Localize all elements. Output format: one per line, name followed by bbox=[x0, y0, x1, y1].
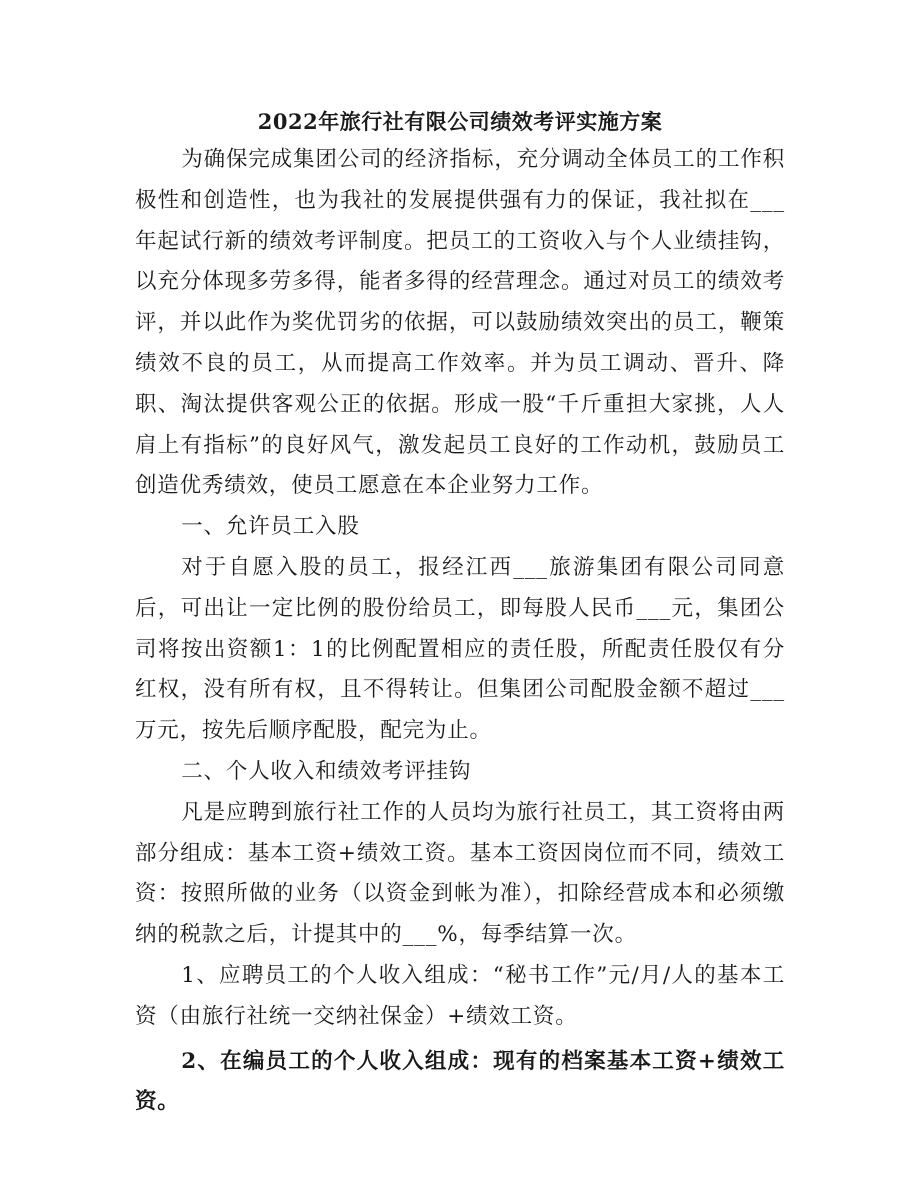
section-heading-1: 一、允许员工入股 bbox=[181, 514, 360, 540]
document-body bbox=[135, 140, 785, 1123]
intro-paragraph: 为确保完成集团公司的经济指标，充分调动全体员工的工作积极性和创造性，也为我社的发展提供强有力的保证，我社拟在___年起试行新的绩效考评制度。把员工的工资收入与个人业绩挂钩，以充分体现多劳多得，能者多得的经营理念。通过对员工的绩效考评，并以此作为奖优罚劣的依据，可以鼓励绩效突出的员工，鞭策绩效不良的员工，从而提高工作效率。并为员工调动、晋升、降职、淘汰提供客观公正的依据。形成一股“千斤重担大家挑，人人肩上有指标”的良好风气，激发起员工良好的工作动机，鼓励员工创造优秀绩效，使员工愿意在本企业努力工作。 bbox=[135, 147, 785, 499]
item-2-paragraph: 2、在编员工的个人收入组成：现有的档案基本工资+绩效工资。 bbox=[135, 1048, 785, 1115]
section-2-paragraph: 凡是应聘到旅行社工作的人员均为旅行社员工，其工资将由两部分组成：基本工资+绩效工资。基本工资因岗位而不同，绩效工资：按照所做的业务（以资金到帐为准），扣除经营成本和必须缴纳的税款之后，计提其中的___%，每季结算一次。 bbox=[135, 799, 785, 948]
document-title: 2022年旅行社有限公司绩效考评实施方案 bbox=[257, 109, 663, 134]
section-1-paragraph: 对于自愿入股的员工，报经江西___旅游集团有限公司同意后，可出让一定比例的股份给员工，即每股人民币___元，集团公司将按出资额1：1的比例配置相应的责任股，所配责任股仅有分红权，没有所有权，且不得转让。但集团公司配股金额不超过___万元，按先后顺序配股，配完为止。 bbox=[135, 554, 785, 744]
item-1-paragraph: 1、应聘员工的个人收入组成：“秘书工作”元/月/人的基本工资（由旅行社统一交纳社保金）+绩效工资。 bbox=[135, 962, 785, 1029]
section-heading-2: 二、个人收入和绩效考评挂钩 bbox=[181, 758, 472, 784]
